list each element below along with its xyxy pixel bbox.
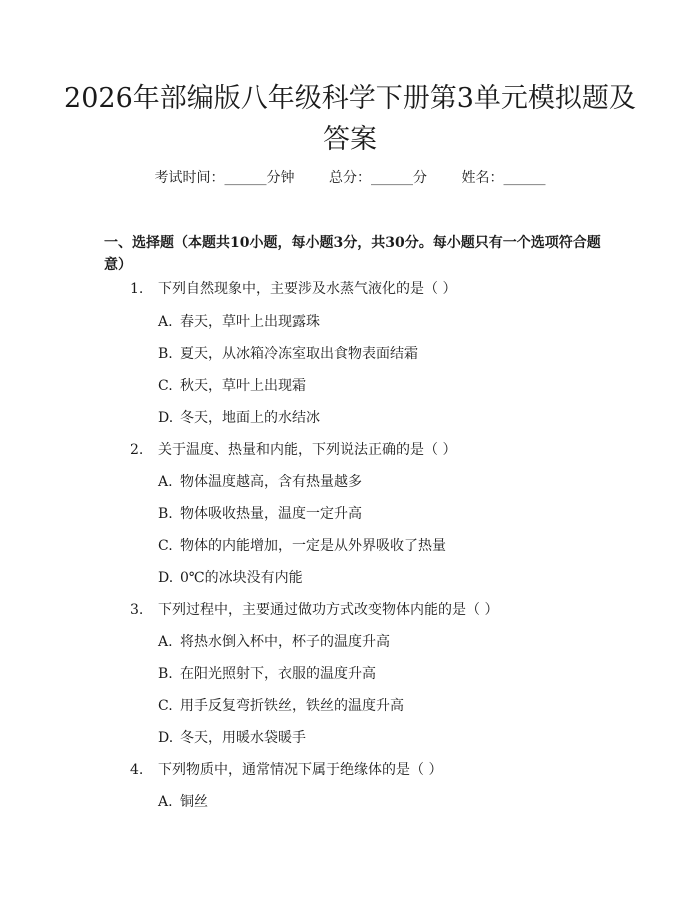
option-text: 在阳光照射下，衣服的温度升高: [180, 666, 376, 682]
option-text: 春天，草叶上出现露珠: [180, 314, 320, 330]
question-text: 关于温度、热量和内能，下列说法正确的是（ ）: [158, 442, 457, 458]
question-number: 3.: [130, 602, 144, 618]
option-2b: [158, 505, 362, 523]
option-1d: [158, 409, 320, 427]
option-3b: [158, 665, 376, 683]
option-2c: [158, 537, 446, 555]
option-1c: [158, 377, 306, 395]
question-text: 下列过程中，主要通过做功方式改变物体内能的是（ ）: [158, 602, 499, 618]
option-text: 物体的内能增加，一定是从外界吸收了热量: [180, 538, 446, 554]
option-2d: [158, 569, 303, 587]
option-letter: A.: [158, 474, 173, 490]
option-3d: [158, 729, 306, 747]
option-letter: A.: [158, 634, 173, 650]
exam-info: [0, 167, 700, 187]
option-1b: [158, 345, 418, 363]
option-4a: [158, 793, 208, 811]
option-letter: D.: [158, 410, 174, 426]
option-letter: B.: [158, 346, 173, 362]
question-text: 下列物质中，通常情况下属于绝缘体的是（ ）: [158, 762, 443, 778]
option-text: 物体吸收热量，温度一定升高: [180, 506, 362, 522]
exam-time: 考试时间：______分钟: [154, 170, 295, 186]
question-3: [130, 601, 498, 619]
option-text: 冬天，用暖水袋暖手: [180, 730, 306, 746]
option-letter: D.: [158, 570, 174, 586]
option-3a: [158, 633, 390, 651]
question-number: 4.: [130, 762, 144, 778]
question-number: 2.: [130, 442, 144, 458]
option-letter: B.: [158, 666, 173, 682]
exam-total-score: 总分：______分: [329, 170, 427, 186]
option-letter: A.: [158, 314, 173, 330]
option-text: 用手反复弯折铁丝，铁丝的温度升高: [180, 698, 404, 714]
option-3c: [158, 697, 404, 715]
option-letter: D.: [158, 730, 174, 746]
option-1a: [158, 313, 320, 331]
option-letter: A.: [158, 794, 173, 810]
option-letter: C.: [158, 698, 173, 714]
option-text: 铜丝: [180, 794, 208, 810]
question-4: [130, 761, 442, 779]
question-1: [130, 280, 456, 298]
option-text: 物体温度越高，含有热量越多: [180, 474, 362, 490]
option-text: 秋天，草叶上出现霜: [180, 378, 306, 394]
document-title: 2026年部编版八年级科学下册第3单元模拟题及答案: [64, 83, 636, 155]
option-2a: [158, 473, 362, 491]
option-text: 夏天，从冰箱冷冻室取出食物表面结霜: [180, 346, 418, 362]
option-text: 0℃的冰块没有内能: [180, 570, 303, 586]
section-heading: 一、选择题（本题共10小题，每小题3分，共30分。每小题只有一个选项符合题意）: [104, 235, 601, 273]
question-2: [130, 441, 456, 459]
student-name-field: 姓名：______: [461, 170, 546, 186]
option-letter: C.: [158, 378, 173, 394]
option-text: 冬天，地面上的水结冰: [180, 410, 320, 426]
option-text: 将热水倒入杯中，杯子的温度升高: [180, 634, 390, 650]
option-letter: B.: [158, 506, 173, 522]
option-letter: C.: [158, 538, 173, 554]
question-text: 下列自然现象中，主要涉及水蒸气液化的是（ ）: [158, 281, 457, 297]
question-number: 1.: [130, 281, 144, 297]
